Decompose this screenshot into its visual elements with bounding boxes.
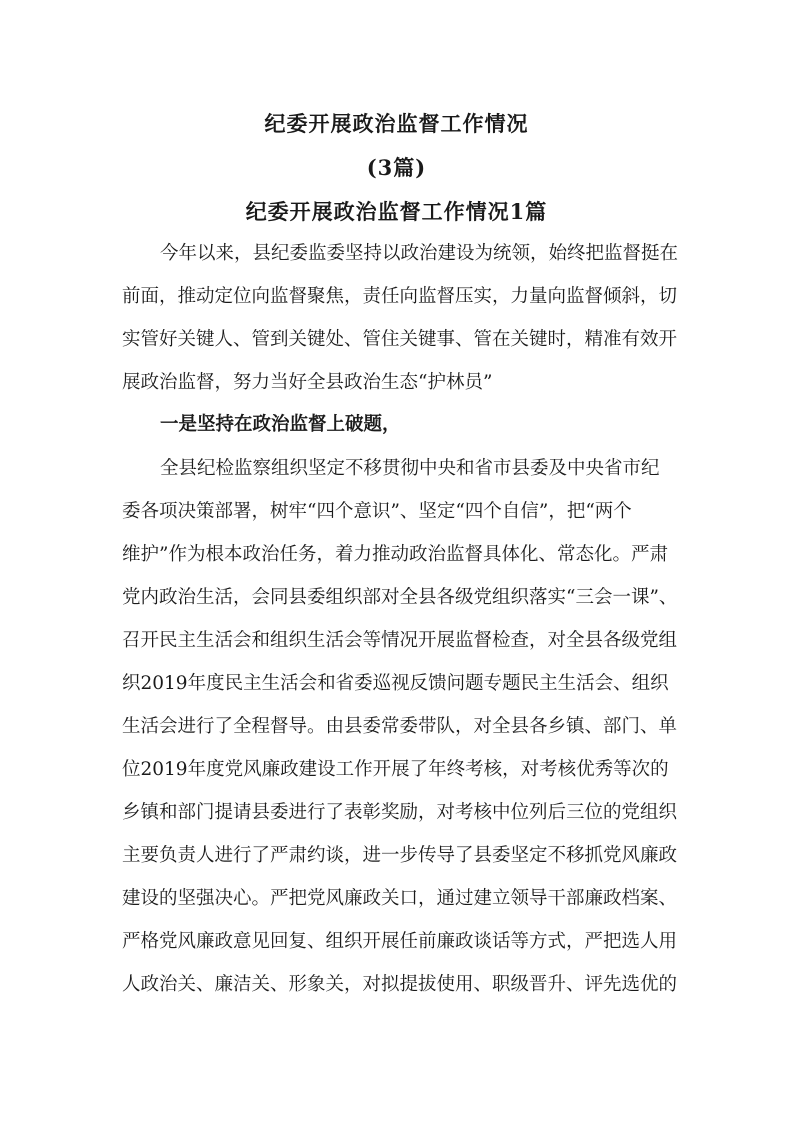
paragraph-line: 严格党风廉政意见回复、组织开展任前廉政谈话等方式，严把选人用 (122, 931, 678, 952)
document-subtitle: (3篇) (366, 155, 427, 180)
paragraph-line: 织2019年度民主生活会和省委巡视反馈问题专题民主生活会、组织 (122, 673, 669, 694)
paragraph-line: 今年以来，县纪委监委坚持以政治建设为统领，始终把监督挺在 (160, 243, 679, 264)
paragraph-line: 前面，推动定位向监督聚焦，责任向监督压实，力量向监督倾斜，切 (122, 286, 678, 307)
document-title: 纪委开展政治监督工作情况 (264, 111, 529, 136)
section-heading: 一是坚持在政治监督上破题， (160, 414, 401, 435)
paragraph-line: 维护”作为根本政治任务，着力推动政治监督具体化、常态化。严肃 (122, 544, 668, 565)
paragraph-line: 展政治监督，努力当好全县政治生态“护林员” (122, 372, 493, 393)
paragraph-line: 位2019年度党风廉政建设工作开展了年终考核，对考核优秀等次的 (122, 759, 669, 780)
paragraph-line: 全县纪检监察组织坚定不移贯彻中央和省市县委及中央省市纪 (160, 458, 660, 479)
paragraph-line: 召开民主生活会和组织生活会等情况开展监督检查，对全县各级党组 (122, 630, 678, 651)
paragraph-line: 委各项决策部署，树牢“四个意识”、坚定“四个自信”，把“两个 (122, 501, 632, 522)
paragraph-line: 主要负责人进行了严肃约谈，进一步传导了县委坚定不移抓党风廉政 (122, 845, 678, 866)
paragraph-line: 实管好关键人、管到关键处、管住关键事、管在关键时，精准有效开 (122, 329, 678, 350)
paragraph-line: 生活会进行了全程督导。由县委常委带队，对全县各乡镇、部门、单 (122, 716, 678, 737)
paragraph-line: 人政治关、廉洁关、形象关，对拟提拔使用、职级晋升、评先选优的 (122, 974, 678, 995)
paragraph-line: 党内政治生活，会同县委组织部对全县各级党组织落实“三会一课”、 (122, 587, 678, 608)
paragraph-line: 乡镇和部门提请县委进行了表彰奖励，对考核中位列后三位的党组织 (122, 802, 678, 823)
section-title: 纪委开展政治监督工作情况1篇 (245, 199, 548, 224)
paragraph-line: 建设的坚强决心。严把党风廉政关口，通过建立领导干部廉政档案、 (122, 888, 678, 909)
